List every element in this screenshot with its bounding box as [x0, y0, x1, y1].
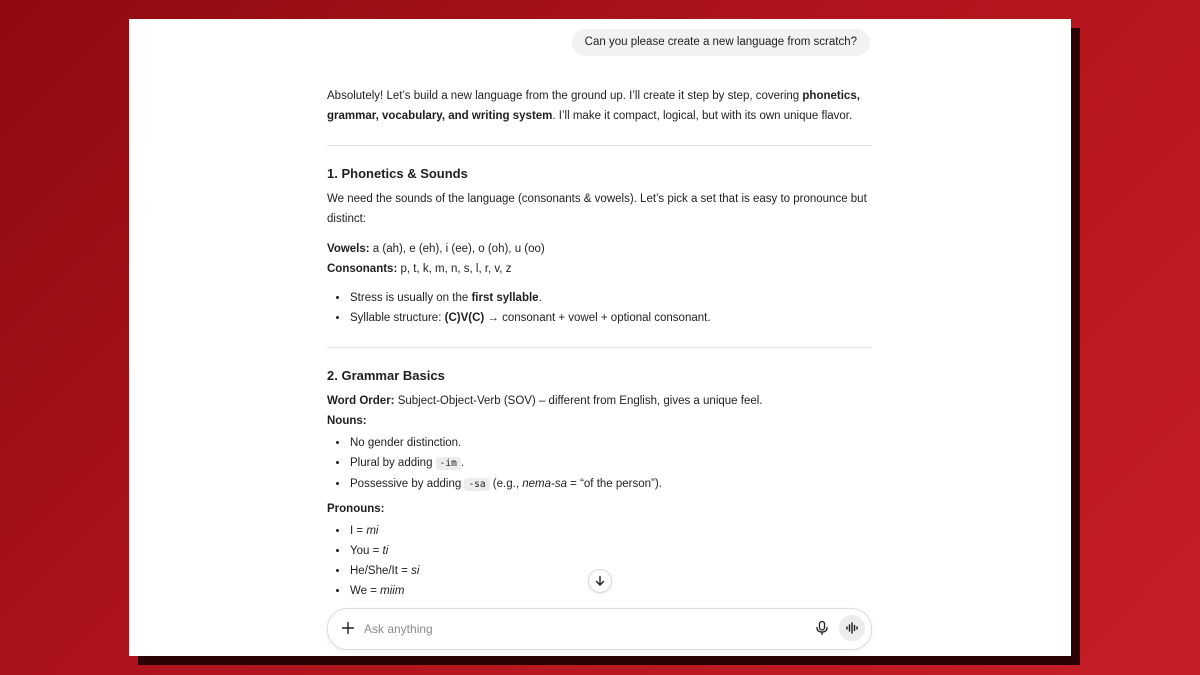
list-item: • Stress is usually on the first syllable. — [349, 288, 872, 308]
inline-code: -sa — [464, 478, 489, 491]
voice-mode-button[interactable] — [839, 615, 865, 641]
nouns-label: Nouns: — [327, 415, 367, 427]
chat-window — [129, 19, 1071, 656]
list-item: • Plural by adding -im . — [349, 453, 872, 474]
section-heading-grammar: 2. Grammar Basics — [327, 368, 445, 383]
list-item: • I = mi — [349, 521, 872, 541]
intro-text-1: Absolutely! Let’s build a new language from the ground up. I’ll create it step by step, covering — [327, 90, 803, 102]
section-heading-phonetics: 1. Phonetics & Sounds — [327, 166, 468, 181]
plus-icon[interactable] — [340, 620, 356, 636]
nouns-bullets — [327, 433, 872, 495]
assistant-response — [327, 86, 872, 601]
list-item: • Syllable structure: (C)V(C) → consonant + vowel + optional consonant. — [349, 308, 872, 328]
word-order-value: Subject-Object-Verb (SOV) – different from English, gives a unique feel. — [394, 395, 763, 407]
arrow-down-icon — [594, 575, 606, 587]
message-composer — [327, 608, 872, 650]
list-item: • He/She/It = si — [349, 561, 872, 581]
section-divider — [327, 347, 872, 348]
list-item: • No gender distinction. — [349, 433, 872, 453]
consonants-line — [327, 259, 872, 279]
list-item: • Possessive by adding -sa (e.g., nema-sa = “of the person”). — [349, 474, 872, 495]
consonants-label: Consonants: — [327, 263, 398, 275]
vowels-value: a (ah), e (eh), i (ee), o (oh), u (oo) — [369, 243, 545, 255]
intro-paragraph — [327, 86, 872, 126]
phonetics-description: We need the sounds of the language (consonants & vowels). Let’s pick a set that is easy to pronounce but distinct: — [327, 193, 867, 225]
ask-anything-input[interactable] — [364, 619, 744, 639]
pronouns-label: Pronouns: — [327, 503, 385, 515]
consonants-value: p, t, k, m, n, s, l, r, v, z — [397, 263, 512, 275]
vowels-label: Vowels: — [327, 243, 370, 255]
phonetics-bullets — [327, 288, 872, 328]
section-divider — [327, 145, 872, 146]
vowels-line — [327, 239, 872, 259]
list-item: • You = ti — [349, 541, 872, 561]
list-item: • We = miim — [349, 581, 872, 601]
microphone-icon[interactable] — [814, 620, 830, 636]
pronouns-label-line — [327, 499, 872, 519]
word-order-label: Word Order: — [327, 395, 395, 407]
intro-text-2: . I’ll make it compact, logical, but with its own unique flavor. — [552, 110, 853, 122]
nouns-label-line — [327, 411, 872, 431]
intro-bold: phonetics, grammar, vocabulary, and writing system — [327, 90, 860, 122]
user-message-bubble — [572, 29, 870, 56]
scroll-down-button[interactable] — [588, 569, 612, 593]
voice-mode-icon — [845, 621, 859, 635]
word-order-line — [327, 391, 872, 411]
inline-code: -im — [436, 457, 461, 470]
user-message-text: Can you please create a new language from scratch? — [584, 36, 857, 48]
